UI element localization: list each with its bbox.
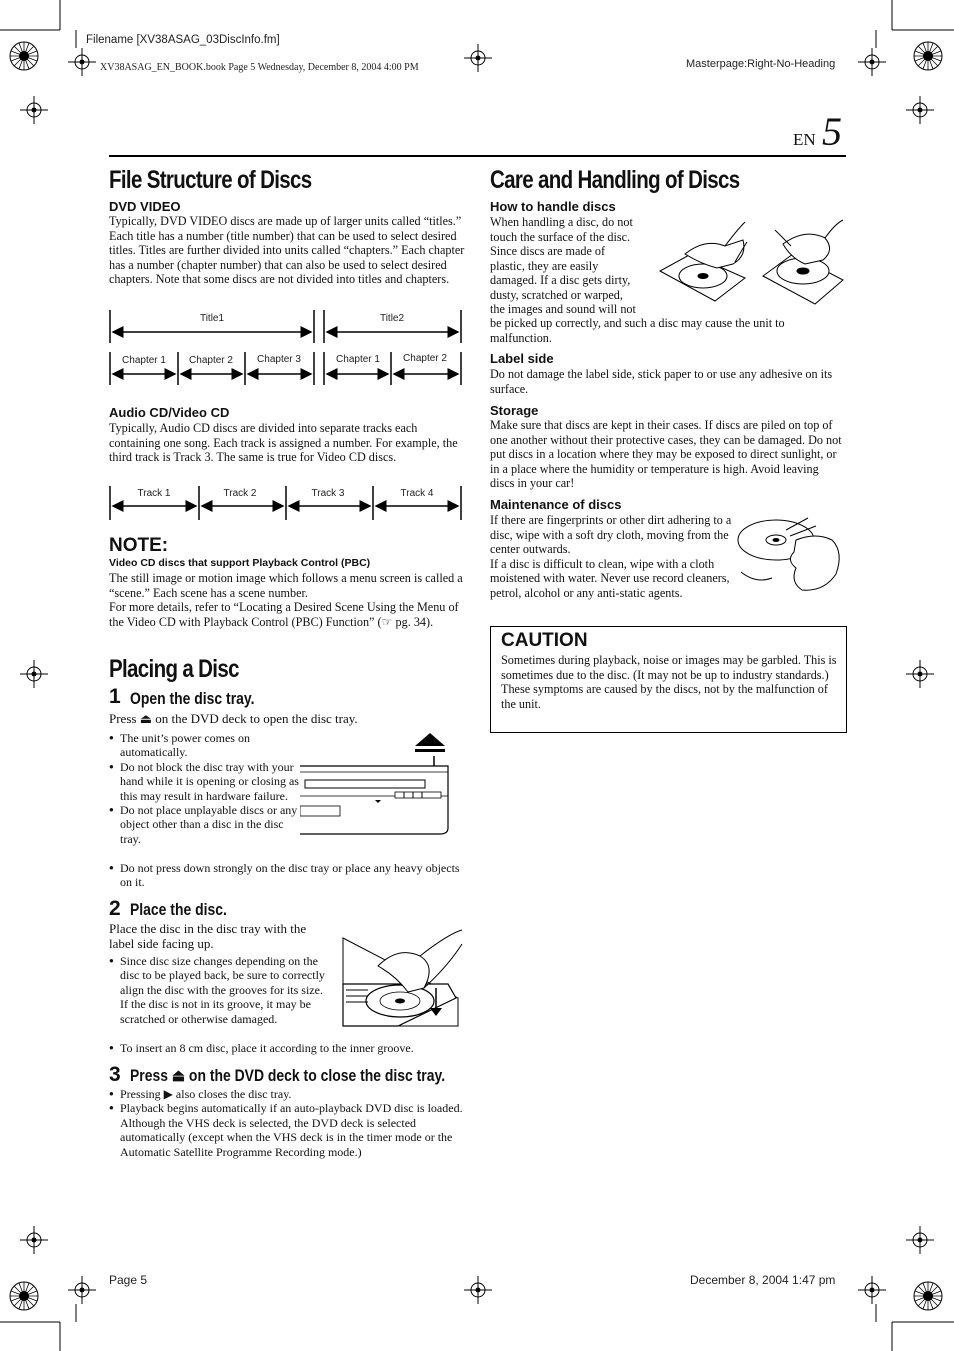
step3-title: [130, 1066, 445, 1086]
text-line: Since discs are made of: [490, 244, 606, 258]
list-item: ● Do not block the disc tray with your hand while it is opening or closing as this may result in hardware failure.: [109, 760, 299, 803]
diagram-track: Track 4: [400, 488, 434, 499]
note-paragraph: The still image or motion image which follows a menu screen is called a “scene.” Each scene has a scene number.: [109, 571, 463, 600]
note-body: [109, 571, 465, 629]
how-to-handle-rest: be picked up correctly, and such a disc may cause the unit to malfunction.: [490, 316, 785, 345]
diagram-chapter: Chapter 3: [257, 354, 301, 365]
note-title: NOTE:: [109, 535, 169, 556]
step-title: Place the disc.: [130, 900, 227, 919]
list-item: ● Since disc size changes depending on the disc to be played back, be sure to correctly align the disc with the grooves for its size. If the disc is not in its groove, it may be scratched or otherwise damaged.: [109, 954, 331, 1026]
step-number: 1: [109, 685, 121, 708]
step3-bullet1-pre: Pressing: [120, 1087, 161, 1101]
dvd-structure-diagram: [105, 305, 467, 390]
label-side-text: Do not damage the label side, stick paper to or use any adhesive on its surface.: [490, 367, 833, 396]
disc-cleaning-illustration: [736, 512, 846, 598]
header-filename: Filename [XV38ASAG_03DiscInfo.fm]: [86, 34, 280, 46]
care-title: Care and Handling of Discs: [490, 166, 740, 194]
maintenance-text: [490, 513, 735, 600]
step1-bullets-wide: [109, 861, 465, 890]
maintenance-paragraph: If a disc is difficult to clean, wipe with a cloth moistened with water. Never use record cleaners, petrol, alcohol or any anti-static agents.: [490, 556, 730, 600]
disc-handling-illustration: [655, 216, 845, 308]
caution-paragraph: Sometimes during playback, noise or images may be garbled. This is sometimes due to the disc. (It may not be up to industry standards.): [501, 653, 837, 682]
list-item: [109, 1087, 465, 1101]
dvd-video-heading: DVD VIDEO: [109, 199, 181, 214]
text-line: plastic, they are easily: [490, 258, 599, 273]
caution-box: [490, 626, 847, 733]
file-structure-title: File Structure of Discs: [109, 166, 312, 194]
diagram-title-2: Title2: [379, 313, 405, 324]
step2-intro: Place the disc in the disc tray with the label side facing up.: [109, 921, 307, 951]
diagram-title-1: Title1: [199, 313, 225, 324]
text-line: the images and sound will not: [490, 302, 636, 316]
step-number: 3: [109, 1063, 121, 1086]
header-rule: [109, 155, 846, 157]
play-icon: ▶: [163, 1087, 173, 1101]
step3-title-post: on the DVD deck to close the disc tray.: [188, 1066, 446, 1085]
caution-paragraph: These symptoms are caused by the discs, not by the malfunction of the unit.: [501, 682, 828, 711]
step3-title-pre: Press: [130, 1066, 168, 1085]
dvd-deck-illustration: [300, 728, 462, 838]
diagram-chapter: Chapter 2: [189, 355, 233, 366]
text-line: damaged. If a disc gets dirty,: [490, 273, 631, 287]
step2-bullets-wide: [109, 1041, 469, 1055]
page-number: 5: [822, 109, 842, 154]
header-book-info: XV38ASAG_EN_BOOK.book Page 5 Wednesday, December 8, 2004 4:00 PM: [100, 62, 419, 73]
how-to-handle-heading: How to handle discs: [490, 199, 616, 214]
disc-tray-illustration: [338, 926, 464, 1030]
track-diagram: [105, 482, 467, 526]
diagram-track: Track 1: [137, 488, 171, 499]
caution-body: [501, 653, 839, 711]
storage-heading: Storage: [490, 403, 539, 418]
list-item: ● Playback begins automatically if an auto-playback DVD disc is loaded. Although the VHS deck is selected, the DVD deck is selected automatically (except when the VHS deck is in the timer mode or the Automatic Satellite Programme Recording mode.): [109, 1101, 465, 1159]
step-title: Open the disc tray.: [130, 689, 255, 708]
diagram-chapter: Chapter 2: [403, 353, 447, 364]
step1-intro-post: on the DVD deck to open the disc tray.: [155, 711, 358, 726]
list-item: ● To insert an 8 cm disc, place it according to the inner groove.: [109, 1041, 469, 1055]
list-item: ● Do not place unplayable discs or any object other than a disc in the disc tray.: [109, 803, 299, 846]
step2-bullets: [109, 954, 331, 1026]
list-item: ● Do not press down strongly on the disc tray or place any heavy objects on it.: [109, 861, 465, 890]
text-line: dusty, scratched or warped,: [490, 287, 623, 302]
placing-title: Placing a Disc: [109, 655, 239, 683]
header-masterpage: Masterpage:Right-No-Heading: [686, 58, 836, 70]
note-paragraph: For more details, refer to “Locating a Desired Scene Using the Menu of the Video CD with Playback Control (PBC) Function” (☞ pg. 34).: [109, 600, 459, 629]
step3-bullet1-post: also closes the disc tray.: [175, 1087, 292, 1101]
eject-icon: ⏏: [139, 711, 152, 726]
storage-text: Make sure that discs are kept in their cases. If discs are piled on top of one another without their protective cases, they can be damaged. Do not put discs in a location where they may be exposed to direct sunlight, or in a place where the humidity or temperature is high. Avoid leaving discs in your car!: [490, 418, 842, 490]
audio-cd-text: Typically, Audio CD discs are divided into separate tracks each containing one song. Each track is assigned a number. For example, the third track is Track 3. The same is true for Video CD discs.: [109, 421, 458, 464]
maintenance-paragraph: If there are fingerprints or other dirt adhering to a disc, wipe with a soft dry cloth, moving from the center outwards.: [490, 513, 732, 556]
step-number: 2: [109, 897, 121, 920]
list-item: ● The unit’s power comes on automatically.: [109, 731, 299, 760]
step1-intro: [109, 712, 469, 727]
footer-page: Page 5: [109, 1273, 148, 1287]
diagram-track: Track 3: [311, 488, 345, 499]
audio-cd-heading: Audio CD/Video CD: [109, 405, 230, 420]
footer-date: December 8, 2004 1:47 pm: [690, 1273, 836, 1287]
caution-title: CAUTION: [501, 630, 588, 651]
diagram-chapter: Chapter 1: [122, 355, 166, 366]
note-subheading: Video CD discs that support Playback Control (PBC): [109, 557, 371, 569]
diagram-chapter: Chapter 1: [336, 354, 380, 365]
page-lang: EN: [793, 130, 816, 149]
diagram-track: Track 2: [223, 488, 257, 499]
text-line: touch the surface of the disc.: [490, 229, 631, 244]
text-line: When handling a disc, do not: [490, 215, 633, 229]
how-to-handle-lines: [490, 215, 665, 317]
step3-bullets: [109, 1087, 465, 1159]
dvd-video-text: Typically, DVD VIDEO discs are made up of larger units called “titles.” Each title has a number (title number) that can be used to select desired titles. Titles are further divided into units called “chapters.” Each chapter has a number (chapter number) that can also be used to select desired chapters. Note that some discs are not divided into titles and chapters.: [109, 214, 465, 286]
step1-bullets: [109, 731, 299, 846]
eject-icon: ⏏: [171, 1066, 186, 1085]
maintenance-heading: Maintenance of discs: [490, 497, 622, 512]
label-side-heading: Label side: [490, 351, 554, 366]
step1-intro-pre: Press: [109, 711, 137, 726]
